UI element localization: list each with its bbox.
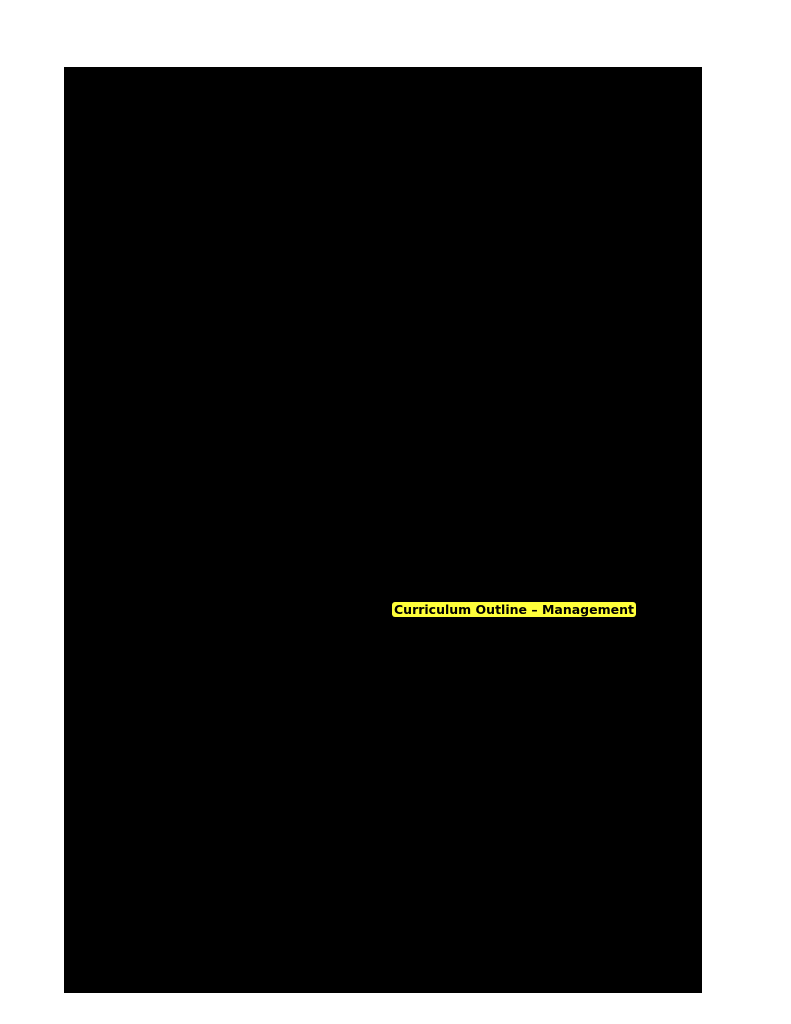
table-row-first: - — [661, 784, 665, 796]
table-header-label: Freshman Year — [392, 693, 460, 705]
table-header-label: Junior Year — [68, 593, 120, 605]
table-total-row-first: 15 — [335, 684, 347, 696]
table-row-first: - — [339, 546, 343, 558]
table-row-second: 3 — [684, 796, 690, 808]
table-row — [68, 393, 378, 404]
table-row-label: Marketing 411, 427 — [68, 713, 149, 725]
table-row — [392, 728, 700, 739]
table-row — [68, 501, 378, 512]
table-row — [392, 716, 700, 727]
table-row-first: 3 — [338, 404, 344, 416]
management-major-body: Business Management majors must take MGT 300, 312, 321, 360, 402, 499 for a total of 18 semester hours beyond the Business Core Requirements as reflected in the Curriculum Outline below. — [392, 553, 700, 594]
marketing-program-heading: Marketing Program — [68, 67, 205, 82]
table-row-label: Physical Education (2) or Health (1) — [68, 438, 218, 450]
table-row-label: History 106 — [68, 381, 117, 393]
table-row-first: - — [661, 796, 665, 808]
right-column — [392, 67, 700, 842]
table-row-first: - — [661, 818, 665, 830]
table-row-second: 3 — [362, 501, 368, 513]
marketing-major-body: The program in Marketing offers tracks that lead to the Bachelor of Science degree. — [68, 281, 378, 307]
table-row-first: 3 — [338, 381, 344, 393]
table-row-label: CSC 120 Computer Intro — [392, 784, 497, 796]
marketing-curriculum-heading: Curriculum Outline – Marketing — [68, 314, 288, 330]
table-header-first: 1st — [334, 593, 348, 605]
table-row-label: English 101-102 — [68, 347, 137, 359]
table-header-label: Freshman Year — [68, 335, 136, 347]
table-total-row-second: 12 — [359, 781, 371, 793]
table-row-first: 3 — [338, 604, 344, 616]
table-header-first: 1st — [334, 701, 348, 713]
table-total-row — [68, 461, 378, 472]
table-row-label: Marketing 305-307 — [68, 604, 148, 616]
management-curriculum-heading: Curriculum Outline – Management — [394, 601, 634, 617]
table-row-first: 1 — [660, 773, 666, 785]
table-row-label: HIS 106 World Civilization — [392, 739, 502, 751]
table-row-label: Foreign Language (2 semesters of same language) — [68, 404, 284, 416]
table-row-first: 3 — [338, 358, 344, 370]
table-total-row — [68, 684, 378, 695]
table-row-first: 3 — [338, 673, 344, 685]
table-row-second: 3 — [362, 524, 368, 536]
table-row-second: 3 — [684, 761, 690, 773]
table-total-row-first: 15 — [335, 781, 347, 793]
table-row-second: 3 — [362, 713, 368, 725]
marketing-senior-table — [68, 702, 378, 793]
table-row — [68, 547, 378, 558]
summer-internship-label: Summer - Lower Division Internship — [68, 575, 231, 587]
table-row-first: 3 — [338, 489, 344, 501]
table-row — [68, 347, 378, 358]
grand-total-row — [68, 793, 378, 804]
page-content — [64, 67, 702, 993]
table-row-label: UNV 101 Individual & Life — [392, 773, 501, 785]
table-row-first: 3 — [660, 761, 666, 773]
table-row-second: 3 — [684, 784, 690, 796]
table-row — [68, 536, 378, 547]
table-header-second: 2nd — [356, 593, 374, 605]
footer-school: James T. George School of Business — [90, 981, 238, 991]
table-row-label: Management 215-216 — [68, 512, 161, 524]
table-row-label: University 101 — [68, 449, 129, 461]
marketing-minor-heading: Marketing Minor Requirements: — [68, 201, 293, 217]
table-row-first: 3 — [660, 750, 666, 762]
table-total-row-second: 17 — [359, 461, 371, 473]
table-row-first: 3 — [660, 739, 666, 751]
table-row — [68, 513, 378, 524]
table-header-semester: Semester — [240, 335, 283, 347]
table-row — [68, 736, 378, 747]
table-row — [392, 751, 700, 762]
table-row — [68, 616, 378, 627]
summer-internship-value: (MBA 211) 1 Credit — [294, 575, 378, 587]
table-row-label: Humanities 201 — [68, 535, 135, 547]
table-row-label: Finance 304 — [68, 627, 121, 639]
table-row — [68, 427, 378, 438]
table-row-first: 3 — [338, 736, 344, 748]
table-total-row-first: 16 — [657, 830, 669, 842]
table-row-second: 2 — [362, 546, 368, 558]
table-row — [68, 639, 378, 650]
table-header-second: 2nd — [356, 701, 374, 713]
table-row-label: Accounting 203-204 — [68, 489, 153, 501]
table-header — [68, 479, 378, 490]
table-row-second: 3 — [362, 770, 368, 782]
hrm-emphasis-paragraph: Students may take an emphasis in Human Resources Management. Human Resources Management emphasis strengthens the business management major. Students are prepared in management of employees at all organizational levels. Emphasis is on staffing, training and development, labor relations, compensation and benefits, legal aspects of human resources management and selection and recruitment. This is a highly recruited area for undergraduate students. The faculty advises students on the selection of courses for areas of concentration and monitors their academic progress. — [392, 270, 700, 410]
table-row-first: - — [661, 716, 665, 728]
marketing-freshman-table — [68, 336, 378, 473]
table-row-second: 3 — [362, 661, 368, 673]
table-row-second: 3 — [362, 426, 368, 438]
table-row-second: - — [685, 739, 689, 751]
table-row — [68, 747, 378, 758]
grand-total-value: 120 — [352, 793, 368, 805]
table-row-first: 3 — [338, 615, 344, 627]
table-total-row-second: 15 — [359, 684, 371, 696]
table-header-semester: Semester — [240, 701, 283, 713]
table-row-first: - — [661, 807, 665, 819]
table-row-first: 3 — [338, 770, 344, 782]
table-header — [68, 593, 378, 604]
table-header-first: 1st — [334, 478, 348, 490]
table-row-first: 3 — [338, 512, 344, 524]
table-row — [68, 438, 378, 449]
table-row-label: Management 305, 323 — [68, 661, 164, 673]
table-row-label: Natural Science Course — [68, 415, 169, 427]
table-row-label: Marketing 417, 428 — [68, 724, 150, 736]
table-row-first: 3 — [660, 704, 666, 716]
table-total-row-label: Total — [68, 781, 90, 793]
left-column — [68, 67, 378, 804]
table-row-second: 3 — [684, 727, 690, 739]
table-row-second: 3 — [362, 724, 368, 736]
table-row — [68, 673, 378, 684]
table-row — [392, 773, 700, 784]
table-header-semester: Semester — [240, 478, 283, 490]
table-header — [68, 702, 378, 713]
table-row — [68, 381, 378, 392]
table-row-second: 3 — [362, 650, 368, 662]
table-row-first: 3 — [338, 627, 344, 639]
table-total-row-first: 15 — [335, 558, 347, 570]
marketing-program-body: The Marketing program extends the mission of the University and the School of Business through the education of students in the field of marketing with a global orientation. The program goal is to strengthen the student's abilities to communicate effectively, solve problems, make decisions, analyze, and critically assess concepts and issues in marketing. The program strives to provide an environment that continues to develop the intellectual, emotional and professional growth of its students. — [68, 83, 378, 194]
table-row — [68, 490, 378, 501]
table-row-label: Social Science Course — [68, 524, 164, 536]
table-row — [68, 650, 378, 661]
table-row — [68, 450, 378, 461]
table-header — [68, 336, 378, 347]
management-major-heading: Management Major Requirements: — [392, 537, 637, 553]
table-row-second: 3 — [362, 489, 368, 501]
table-row-second: 2 — [362, 438, 368, 450]
table-row — [68, 627, 378, 638]
table-total-row-label: Total — [68, 461, 90, 473]
table-row-second: 3 — [362, 369, 368, 381]
management-freshman-table — [392, 694, 700, 842]
table-header-second: 2nd — [356, 335, 374, 347]
table-row-label: Management 301 — [68, 615, 142, 627]
table-row-label: COM 103 Oral Communication — [392, 727, 522, 739]
table-row-first: 3 — [338, 392, 344, 404]
table-row-first: 3 — [338, 758, 344, 770]
table-row-first: - — [339, 747, 343, 759]
table-row-first: - — [339, 426, 343, 438]
table-row-label: Foreign Language - (2 semesters of same language — [392, 761, 611, 773]
table-row-label: Marketing 311 — [68, 638, 128, 650]
department-intro-paragraph: The Business Management Department provides studies in broad-based management education, allowing flexibility in varied management level careers sought by private and public employers. The objective is to develop the student's understanding of management as both an art and a science, together with managerial skills essential for positions of leadership and responsibility in today's dynamic environment. The management major promotes a generalist interdisciplinary approach that prepares students to work in any business organization. It also allows students, in collaboration with their academic advisor to personalize their plan of study through specialization in a minor or a variety of business and non-business related electives. — [392, 94, 700, 262]
table-row — [68, 725, 378, 736]
table-row-label: Marketing 328 — [68, 650, 129, 662]
table-row-second: 3 — [362, 347, 368, 359]
marketing-sophomore-table — [68, 479, 378, 570]
table-row — [392, 819, 700, 830]
table-total-row — [68, 782, 378, 793]
table-row-second: - — [363, 358, 367, 370]
table-row-second: - — [363, 758, 367, 770]
management-minor-body: A minor in business management is earned upon the successful completion of 18 hours in the management discipline as follows: Non-business majors may elect to take a minor in business management to include: MGT 301, 400, 402, plus any three courses selected from the following courses: MGT 300, 305,306, 312, 321, 323, MGT 416,417. Business majors may not use MGT 301, 400, or 402 as part of the Minor in Management. — [392, 433, 700, 530]
table-row-first: 3 — [338, 347, 344, 359]
table-header-second: 2nd — [356, 478, 374, 490]
table-row — [68, 605, 378, 616]
table-row — [392, 796, 700, 807]
table-row-first: 3 — [338, 713, 344, 725]
table-header-label: Senior Year — [68, 701, 121, 713]
table-row — [392, 808, 700, 819]
table-row-label: Non Business Elective — [392, 807, 487, 819]
table-row-second: 3 — [362, 673, 368, 685]
table-total-row-second: 14 — [359, 558, 371, 570]
management-minor-heading: Management Minor Requirements: — [392, 417, 637, 433]
table-row-first: 3 — [338, 661, 344, 673]
table-row-second: 3 — [362, 512, 368, 524]
table-row-second: - — [363, 736, 367, 748]
table-row-label: Humanities Course — [68, 426, 149, 438]
table-row-first: - — [339, 369, 343, 381]
table-row-label: Economics 201-202 — [68, 501, 152, 513]
table-row — [68, 759, 378, 770]
table-row-first: - — [661, 727, 665, 739]
table-total-row-label: Total — [68, 684, 90, 696]
table-row-second: 3 — [684, 716, 690, 728]
table-row-label: Free Elective — [68, 546, 124, 558]
table-row-second: - — [363, 615, 367, 627]
table-row-second: - — [363, 392, 367, 404]
table-row — [392, 705, 700, 716]
table-row-first: - — [339, 438, 343, 450]
table-header-first: 1st — [656, 693, 670, 705]
page-footer — [68, 981, 698, 993]
table-total-row — [68, 558, 378, 569]
table-row — [392, 785, 700, 796]
table-row-first: 3 — [338, 524, 344, 536]
table-row-label: Computer Science 120 — [68, 369, 165, 381]
table-row — [68, 404, 378, 415]
table-row-second: 2 — [684, 818, 690, 830]
table-row-label: Communication 103 — [68, 358, 153, 370]
table-row-first: 3 — [338, 724, 344, 736]
table-row-label: Natural Science Course — [392, 796, 493, 808]
table-row-first: 1 — [338, 449, 344, 461]
table-row — [68, 358, 378, 369]
department-heading: Department of Management — [392, 67, 648, 86]
table-row-second: 3 — [362, 415, 368, 427]
table-header-label: Sophomore Year — [68, 478, 144, 490]
table-row — [68, 662, 378, 673]
table-row-first: - — [339, 638, 343, 650]
table-row-second: 3 — [362, 638, 368, 650]
table-row-second: - — [363, 627, 367, 639]
table-row — [68, 524, 378, 535]
table-total-row-label: Total — [68, 558, 90, 570]
table-row-label: Business-related elective — [68, 770, 174, 782]
table-row-second: - — [685, 750, 689, 762]
table-row-label: Mathematics 117 or higher — [68, 392, 180, 404]
table-row-label: Management 400 — [68, 736, 142, 748]
table-row-first: 3 — [338, 501, 344, 513]
table-row-second: 3 — [362, 404, 368, 416]
table-header-semester: Semester — [240, 593, 283, 605]
marketing-major-heading: Marketing Major Degree Requirements: — [68, 265, 348, 281]
table-total-row-first: 16 — [335, 461, 347, 473]
table-row — [392, 739, 700, 750]
table-header — [392, 694, 700, 705]
summer-internship-row — [68, 576, 378, 587]
table-total-row-label: Total — [392, 830, 414, 842]
table-row-second: - — [363, 449, 367, 461]
table-header-semester: Semester — [562, 693, 605, 705]
table-row-label: Non-business-related elective — [68, 758, 194, 770]
table-row-second: 3 — [362, 604, 368, 616]
table-header-second: 2nd — [678, 693, 696, 705]
table-row-label: Marketing 444 — [68, 747, 129, 759]
table-row-second: - — [363, 381, 367, 393]
table-total-row-second: 17 — [681, 830, 693, 842]
table-header-first: 1st — [334, 335, 348, 347]
table-row — [68, 713, 378, 724]
table-row — [68, 770, 378, 781]
marketing-minor-body: The minor in Marketing requires eighteen (18) semester hours of courses in the Marketing (MKT) Program including; MKT 305, MKT 311, MKT 328 plus three approved MKT electives. — [68, 217, 378, 258]
marketing-junior-table — [68, 593, 378, 696]
table-total-row — [392, 830, 700, 841]
table-row-second: - — [685, 704, 689, 716]
table-row — [68, 415, 378, 426]
table-row-label: Health (1) or Physical Edu. (2 — [392, 818, 517, 830]
table-row-second: - — [363, 535, 367, 547]
table-row-label: Non-business-related elective — [68, 673, 194, 685]
table-row — [392, 762, 700, 773]
table-row-label: MAT 117 Pre-Cal or Higher — [392, 750, 506, 762]
table-row-label: ENG 102 Written Communication — [392, 716, 533, 728]
table-row-first: - — [339, 415, 343, 427]
table-row-second: 3 — [684, 807, 690, 819]
table-row-first: 3 — [338, 535, 344, 547]
management-curriculum-body: The program requires a total of 120 credit hours for the Bachelor of Science degree with specialized courses in Management. Students will be required to take general education courses, and elective courses related to their concentration. The course sequence normally followed is as listed below. — [392, 617, 700, 686]
table-row-first: - — [339, 650, 343, 662]
footer-university: Hampton University 2020-2022 — [573, 981, 698, 991]
grand-total-label: TOTAL CREDITS FOR GRADUATION — [68, 793, 232, 805]
table-row — [68, 370, 378, 381]
table-row-label: ENG 101 Written Communication — [392, 704, 533, 716]
table-row-second: 3 — [362, 747, 368, 759]
table-row-second: - — [685, 773, 689, 785]
page-number: 60 — [68, 981, 79, 991]
